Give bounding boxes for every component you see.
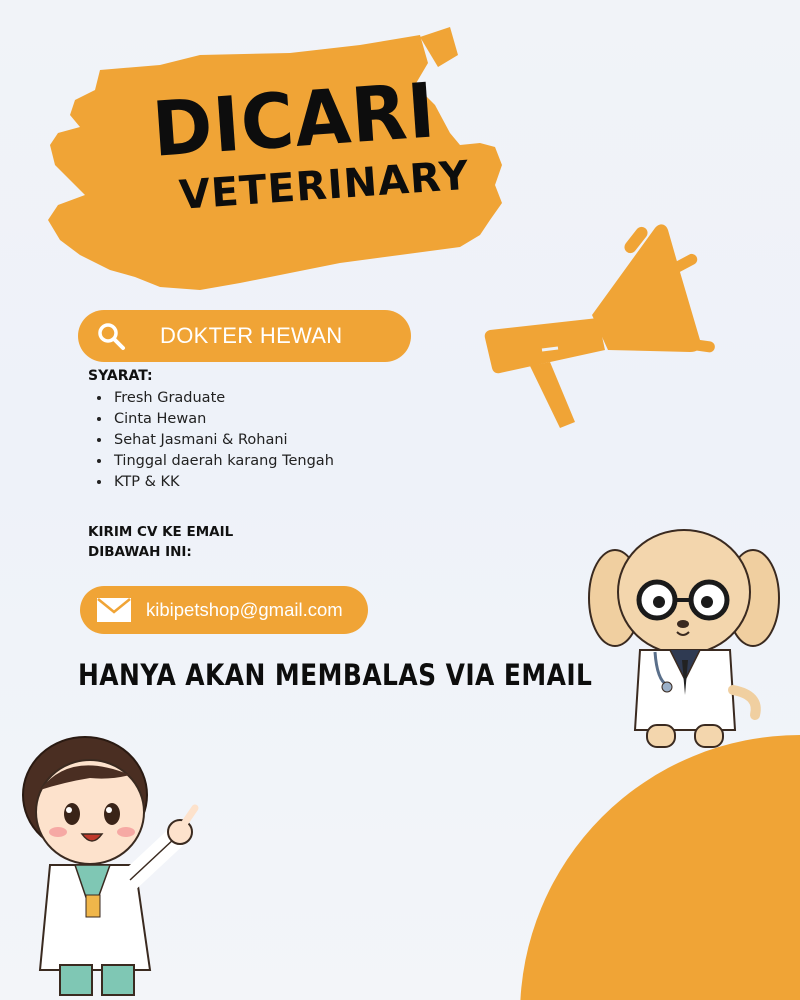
position-label: DOKTER HEWAN — [160, 323, 343, 348]
requirement-item: • KTP & KK — [112, 472, 334, 493]
email-pill[interactable] — [80, 586, 368, 634]
send-cv-line-2: DIBAWAH INI: — [88, 544, 192, 560]
send-cv-line-1: KIRIM CV KE EMAIL — [88, 524, 234, 540]
search-icon — [96, 321, 126, 351]
dog-doctor-illustration — [585, 520, 785, 755]
requirement-item: • Tinggal daerah karang Tengah — [112, 451, 334, 472]
requirements-heading: SYARAT: — [88, 368, 153, 384]
megaphone-icon — [480, 200, 720, 430]
requirement-item: • Sehat Jasmani & Rohani — [112, 430, 334, 451]
email-only-notice: HANYA AKAN MEMBALAS VIA EMAIL — [78, 658, 593, 692]
doctor-illustration — [10, 720, 210, 1000]
position-search-pill — [78, 310, 411, 362]
headline-main: DICARI — [149, 65, 439, 174]
requirement-item: • Fresh Graduate — [112, 388, 334, 409]
requirements-list — [90, 388, 334, 493]
email-address[interactable]: kibipetshop@gmail.com — [146, 599, 343, 620]
orange-circle-decoration — [520, 735, 800, 1000]
requirement-item: • Cinta Hewan — [112, 409, 334, 430]
headline-sub: VETERINARY — [177, 152, 471, 219]
envelope-icon — [96, 597, 132, 623]
send-cv-instruction — [88, 522, 308, 562]
